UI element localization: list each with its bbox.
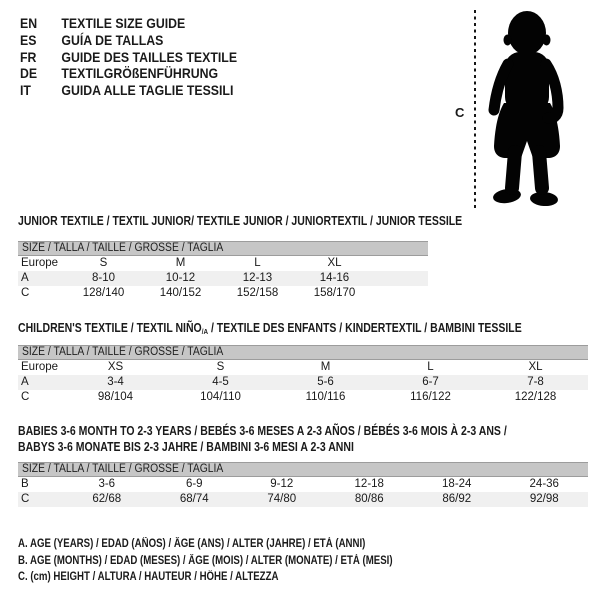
size-value-cell: 12-18 [354,478,384,490]
children-title-subscript: /A [201,327,209,336]
junior-size-table [18,256,428,301]
lang-label: TEXTILE SIZE GUIDE [61,15,186,31]
size-value-cell: 86/92 [442,493,472,505]
filler-cell [373,256,428,271]
size-value-cell: 7-8 [527,376,544,388]
size-value-cell: 110/116 [305,391,346,403]
footnote-b: B. AGE (MONTHS) / EDAD (MESES) / ÂGE (MOIS) / ALTER (MONATE) / ETÀ (MESI) [18,554,393,567]
size-value-cell: 4-5 [212,376,229,388]
row-label-cell: Europe [21,361,59,373]
footnote-a: A. AGE (YEARS) / EDAD (AÑOS) / ÂGE (ANS) / ALTER (JAHRE) / ETÀ (ANNI) [18,538,366,550]
size-value-cell: 152/158 [236,287,279,299]
size-value-cell: 5-6 [317,376,334,388]
size-column-header: L [254,257,261,269]
table-row [18,286,428,301]
size-value-cell: 140/152 [159,287,202,299]
lang-label: GUÍA DE TALLAS [61,31,164,48]
size-column-header: XL [327,257,342,269]
size-column-header: S [99,257,108,269]
babies-size-header-bar [18,462,588,477]
language-title-list [20,15,267,99]
size-value-cell: 92/98 [529,493,559,505]
junior-size-header-bar [18,241,428,256]
lang-code: DE [20,65,38,82]
size-value-cell: 68/74 [179,493,209,505]
size-header-label: SIZE / TALLA / TAILLE / GRÖSSE / TAGLIA [22,463,224,475]
size-value-cell: 116/122 [410,391,451,403]
table-row [18,375,588,390]
size-value-cell: 24-36 [529,478,559,490]
lang-code: FR [20,48,37,65]
size-value-cell: 74/80 [267,493,297,505]
table-row [18,477,588,492]
lang-code: IT [20,82,31,99]
size-value-cell: 14-16 [319,272,350,284]
size-value-cell: 18-24 [442,478,472,490]
size-column-header: M [320,361,331,373]
baby-silhouette-icon [481,8,573,208]
lang-row-it [20,82,237,99]
size-value-cell: 158/170 [313,287,356,299]
size-header-label: SIZE / TALLA / TAILLE / GRÖSSE / TAGLIA [22,346,224,358]
size-column-header: S [216,361,225,373]
row-label-cell: A [21,376,29,388]
babies-title-line1: BABIES 3-6 MONTH TO 2-3 YEARS / BEBÉS 3-6 MESES A 2-3 AÑOS / BÉBÉS 3-6 MOIS À 2-3 ANS / [18,424,507,438]
table-row [18,360,588,375]
babies-size-table [18,477,588,507]
babies-section-title [18,423,600,455]
children-title-post: / TEXTILE DES ENFANTS / KINDERTEXTIL / BAMBINI TESSILE [208,321,522,335]
lang-code: EN [20,15,38,31]
children-title-pre: CHILDREN'S TEXTILE / TEXTIL NIÑO [18,321,202,335]
row-label-cell: A [21,272,29,284]
size-value-cell: 3-4 [107,376,124,388]
children-size-header-bar [18,345,588,360]
row-label-cell: C [21,287,30,299]
size-value-cell: 8-10 [91,272,116,284]
lang-row-de [20,65,237,82]
table-row [18,256,428,271]
size-value-cell: 6-9 [185,478,203,490]
footnote-legend [18,536,464,586]
filler-cell [373,271,428,286]
lang-row-fr [20,49,237,66]
size-header-label: SIZE / TALLA / TAILLE / GRÖSSE / TAGLIA [22,242,224,254]
size-value-cell: 128/140 [82,287,125,299]
size-column-header: M [175,257,186,269]
table-row [18,492,588,507]
lang-label: GUIDA ALLE TAGLIE TESSILI [61,82,234,99]
size-column-header: L [427,361,434,373]
row-label-cell: C [21,493,30,505]
children-section-title [18,320,522,340]
size-column-header: XL [528,361,543,373]
height-label: C [455,105,465,120]
table-row [18,390,588,405]
size-column-header: XS [107,361,124,373]
row-label-cell: C [21,391,30,403]
children-size-table [18,360,588,405]
lang-code: ES [20,31,37,48]
lang-row-en [20,15,237,32]
footnote-c: C. (cm) HEIGHT / ALTURA / HAUTEUR / HÖHE / ALTEZZA [18,571,279,583]
size-value-cell: 80/86 [354,493,384,505]
lang-label: GUIDE DES TAILLES TEXTILE [61,48,238,65]
lang-row-es [20,32,237,49]
size-value-cell: 104/110 [200,391,241,403]
lang-label: TEXTILGRÖßENFÜHRUNG [61,65,219,82]
row-label-cell: Europe [21,257,59,269]
size-value-cell: 12-13 [242,272,273,284]
filler-cell [373,286,428,301]
size-value-cell: 9-12 [270,478,294,490]
size-value-cell: 10-12 [165,272,196,284]
table-row [18,271,428,286]
babies-title-line2: BABYS 3-6 MONATE BIS 2-3 JAHRE / BAMBINI 3-6 MESI A 2-3 ANNI [18,440,354,454]
size-value-cell: 3-6 [98,478,116,490]
height-measure-dashed-line [474,10,476,208]
size-value-cell: 122/128 [514,391,557,403]
junior-section-title: JUNIOR TEXTILE / TEXTIL JUNIOR/ TEXTILE JUNIOR / JUNIORTEXTIL / JUNIOR TESSILE [18,214,463,228]
row-label-cell: B [21,478,29,490]
size-value-cell: 98/104 [97,391,134,403]
size-value-cell: 6-7 [422,376,439,388]
size-value-cell: 62/68 [92,493,122,505]
